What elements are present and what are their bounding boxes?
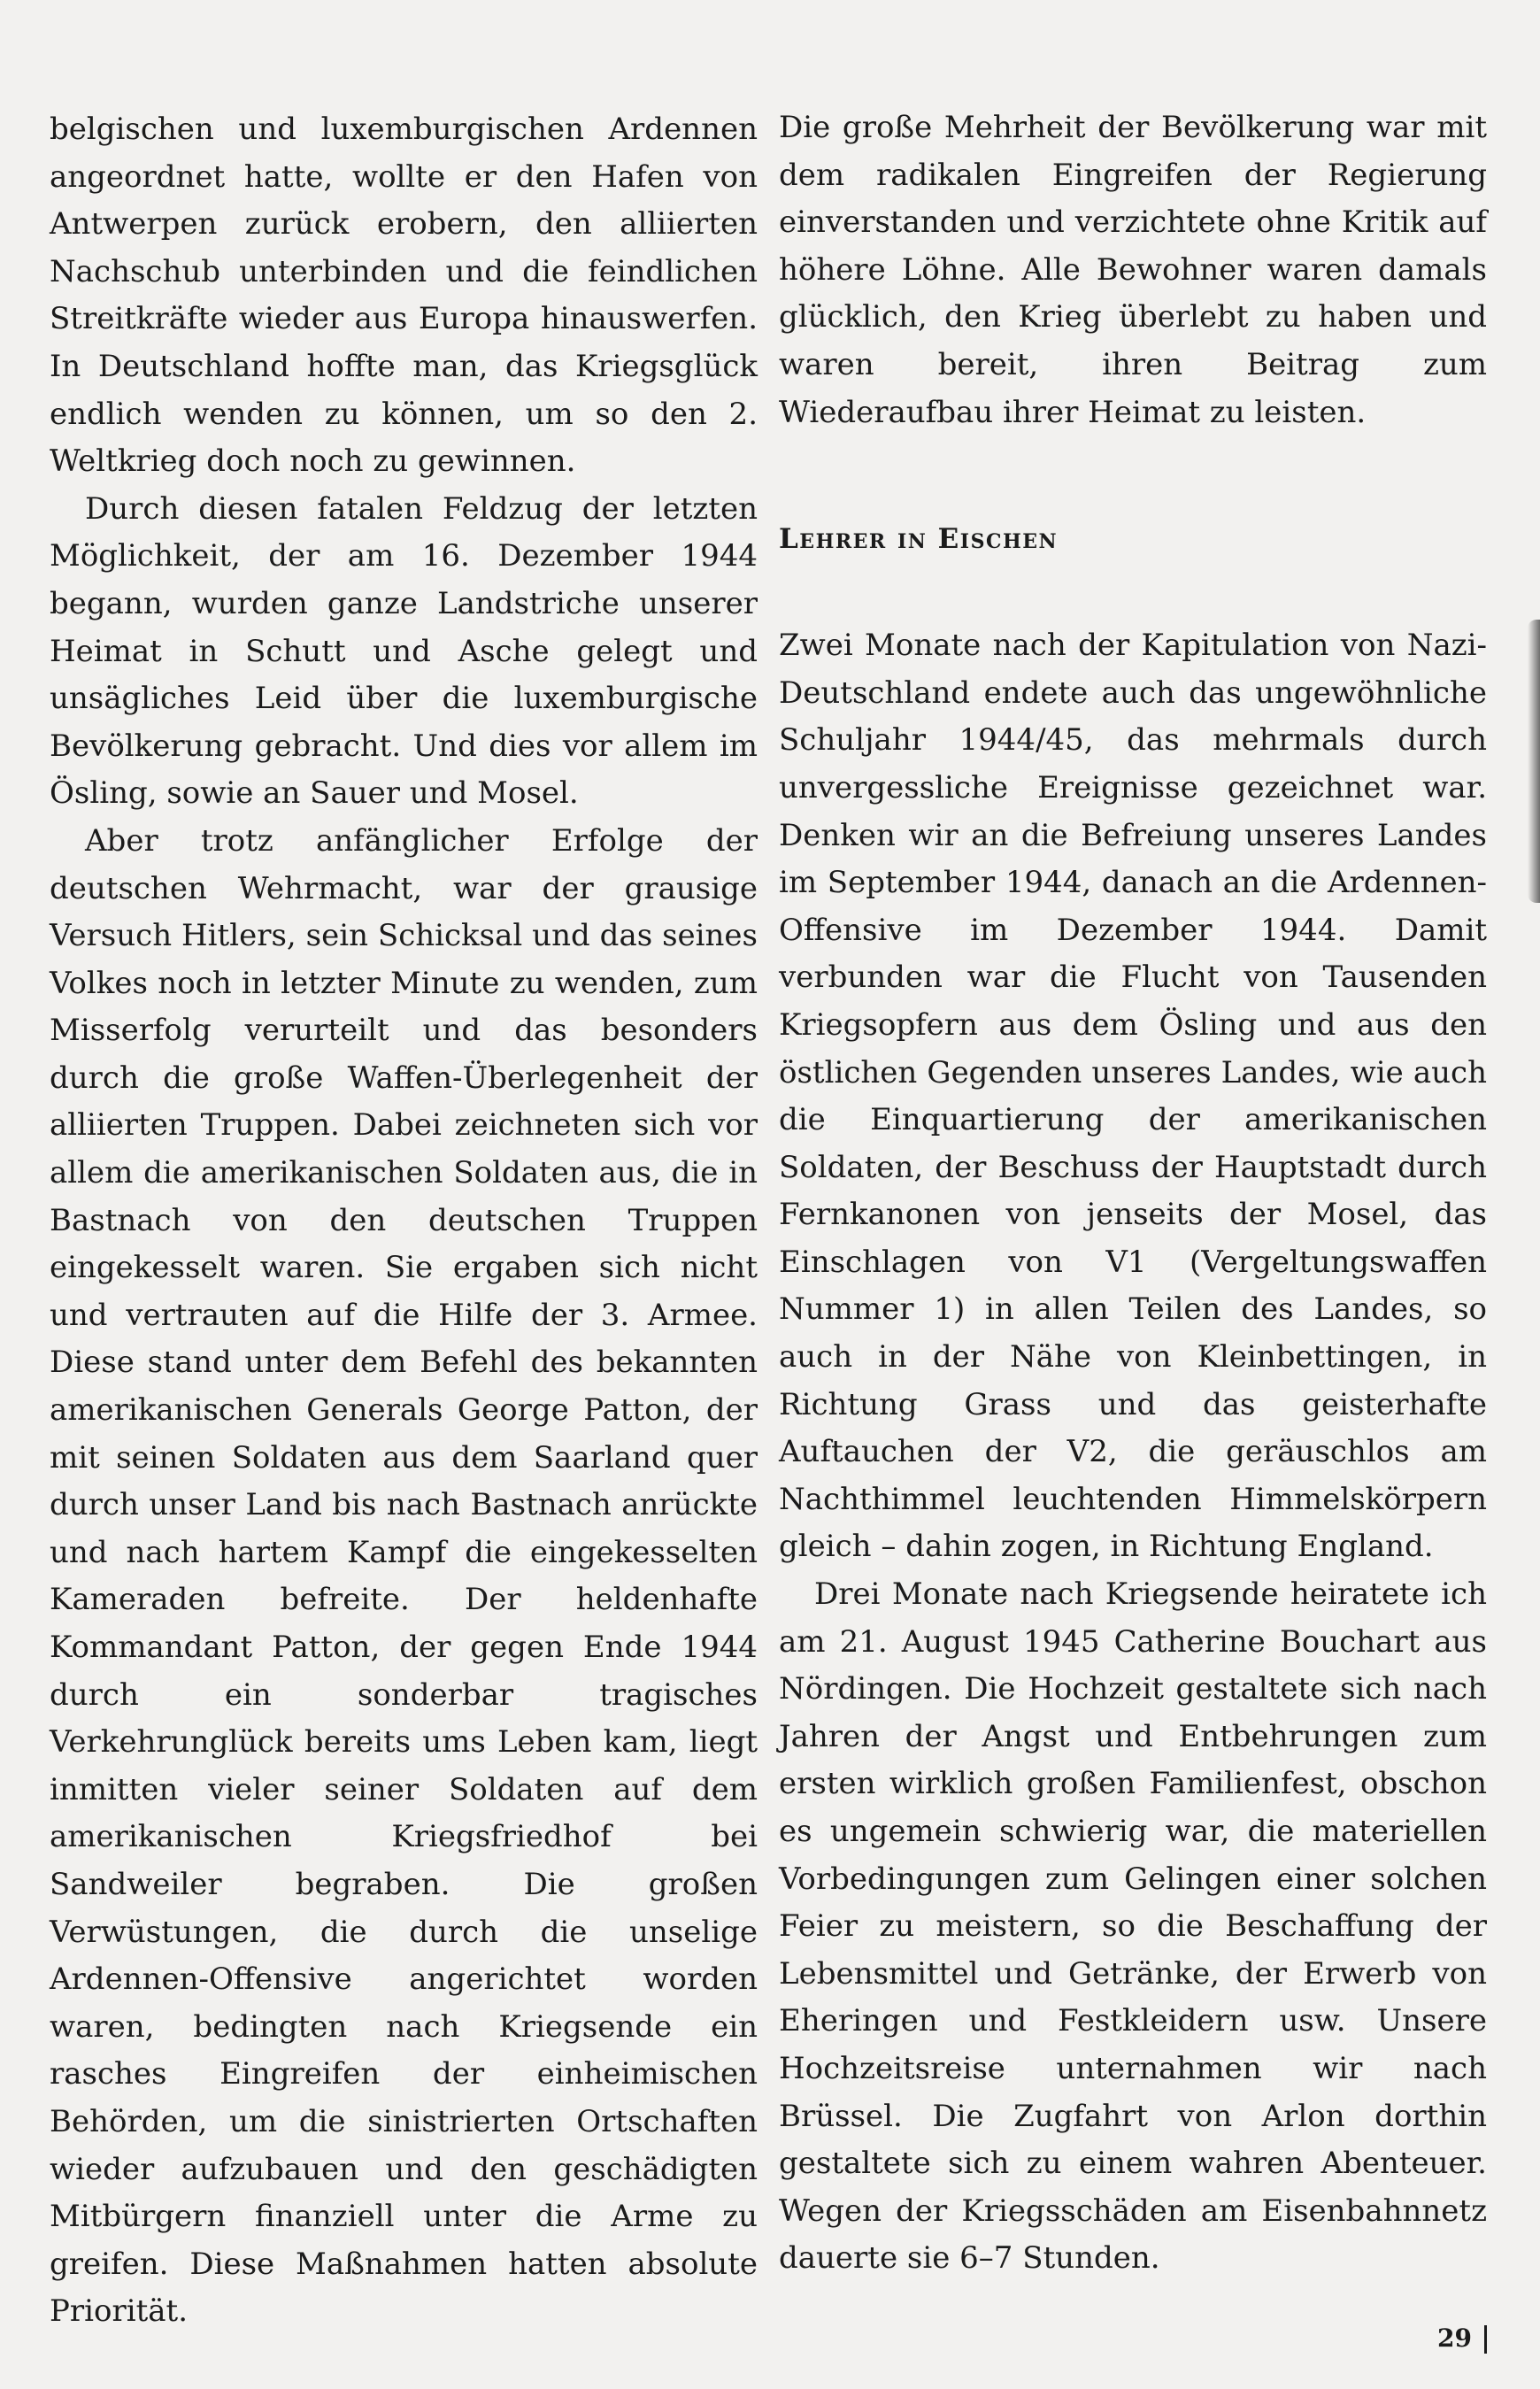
page-number [1437,2324,1487,2354]
section-heading: Lehrer in Eischen [779,523,1059,556]
page-number-divider [1484,2325,1487,2354]
paragraph: Zwei Monate nach der Kapitulation von Nazi-Deutschland endete auch das ungewöhnliche Schuljahr 1944/45, das mehrmals durch unvergessliche Ereignisse gezeichnet war. Denken wir an die Befreiung unseres Landes im September 1944, danach an die Ardennen-Offensive im Dezember 1944. Damit verbunden war die Flucht von Tausenden Kriegsopfern aus dem Ösling und aus den östlichen Gegenden unseres Landes, wie auch die Einquartierung der amerikanischen Soldaten, der Beschuss der Hauptstadt durch Fernkanonen von jenseits der Mosel, das Einschlagen von V1 (Vergeltungswaffen Nummer 1) in allen Teilen des Landes, so auch in der Nähe von Kleinbettingen, in Richtung Grass und das geisterhafte Auftauchen der V2, die geräuschlos am Nachthimmel leuchtenden Himmelskörpern gleich – dahin zogen, in Richtung England. [779,628,1487,1565]
page-edge-shadow [1528,620,1540,903]
page-number-text: 29 [1437,2323,1472,2353]
paragraph: belgischen und luxemburgischen Ardennen angeordnet hatte, wollte er den Hafen von Antwerpen zurück erobern, den alliierten Nachschub unterbinden und die feindlichen Streitkräfte wieder aus Europa hinauswerfen. In Deutschland hoffte man, das Kriegsglück endlich wenden zu können, um so den 2. Weltkrieg doch noch zu gewinnen. [50,112,758,480]
paragraph: Drei Monate nach Kriegsende heiratete ich am 21. August 1945 Catherine Bouchart aus Nördingen. Die Hochzeit gestaltete sich nach Jahren der Angst und Entbehrungen zum ersten wirklich großen Familienfest, obschon es ungemein schwierig war, die materiellen Vorbedingungen zum Gelingen einer solchen Feier zu meistern, so die Beschaffung der Lebensmittel und Getränke, der Erwerb von Eheringen und Festkleidern usw. Unsere Hochzeitsreise unternahmen wir nach Brüssel. Die Zugfahrt von Arlon dorthin gestaltete sich zu einem wahren Abenteuer. Wegen der Kriegsschäden am Eisenbahnnetz dauerte sie 6–7 Stunden. [779,1576,1487,2277]
paragraph: Durch diesen fatalen Feldzug der letzten Möglichkeit, der am 16. Dezember 1944 begann, wurden ganze Landstriche unserer Heimat in Schutt und Asche gelegt und unsägliches Leid über die luxemburgische Bevölkerung gebracht. Und dies vor allem im Ösling, sowie an Sauer und Mosel. [50,490,758,812]
paragraph: Aber trotz anfänglicher Erfolge der deutschen Wehrmacht, war der grausige Versuch Hitlers, sein Schicksal und das seines Volkes noch in letzter Minute zu wenden, zum Misserfolg verurteilt und das besonders durch die große Waffen-Überlegenheit der alliierten Truppen. Dabei zeichneten sich vor allem die amerikanischen Soldaten aus, die in Bastnach von den deutschen Truppen eingekesselt waren. Sie ergaben sich nicht und vertrauten auf die Hilfe der 3. Armee. Diese stand unter dem Befehl des bekannten amerikanischen Generals George Patton, der mit seinen Soldaten aus dem Saarland quer durch unser Land bis nach Bastnach anrückte und nach hartem Kampf die eingekesselten Kameraden befreite. Der heldenhafte Kommandant Patton, der gegen Ende 1944 durch ein sonderbar tragisches Verkehrunglück bereits ums Leben kam, liegt inmitten vieler seiner Soldaten auf dem amerikanischen Kriegsfriedhof bei Sandweiler begraben. Die großen Verwüstungen, die durch die unselige Ardennen-Offensive angerichtet worden waren, bedingten nach Kriegsende ein rasches Eingreifen der einheimischen Behörden, um die sinistrierten Ortschaften wieder aufzubauen und den geschädigten Mitbürgern finanziell unter die Arme zu greifen. Diese Maßnahmen hatten absolute Priorität. [50,822,758,2330]
left-column [50,106,758,2336]
paragraph: Die große Mehrheit der Bevölkerung war mit dem radikalen Eingreifen der Regierung einverstanden und verzichtete ohne Kritik auf höhere Löhne. Alle Bewohner waren damals glücklich, den Krieg überlebt zu haben und waren bereit, ihren Beitrag zum Wiederaufbau ihrer Heimat zu leisten. [779,110,1487,430]
right-column [779,104,1487,2283]
